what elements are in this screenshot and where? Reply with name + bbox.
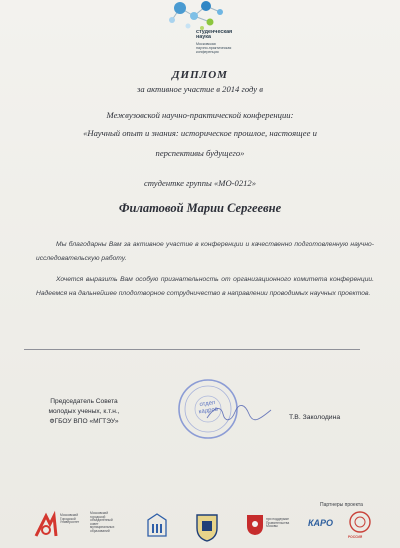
topic-line-1: «Научный опыт и знания: историческое прошлое, настоящее и: [83, 128, 317, 138]
partner-logo-emblem: [146, 512, 168, 540]
conference-logo: [150, 0, 280, 66]
partner-logo-moscow: [246, 512, 308, 542]
partner-5-text: РОССИЯ: [348, 535, 363, 539]
appreciation-paragraph: Хочется выразить Вам особую признательность от организационного комитета конференции. Надеемся на дальнейшее плодотворное сотрудничество в направлении проводимых научных проектов.: [36, 276, 374, 297]
circular-emblem-icon: [348, 510, 372, 534]
partner-logo-university: [32, 510, 88, 544]
signatory-position: Председатель Совета молодых ученых, к.т.н., ФГБОУ ВПО «МГТЭУ»: [48, 398, 120, 425]
logo-subtitle: Московская научно-практическая конференция: [196, 42, 232, 54]
logo-title: студенческая наука: [196, 29, 233, 41]
partner-3-text: при поддержке Правительства Москвы: [266, 517, 290, 529]
building-emblem-icon: [146, 512, 168, 540]
diploma-title: ДИПЛОМ: [172, 69, 228, 81]
partner-4-text: КАРО: [308, 518, 334, 528]
partner-2-text: Московский городской объединённый совет муниципальных образований: [90, 511, 115, 533]
partner-logo-karo: [308, 518, 342, 534]
crest-shield-icon: [194, 512, 220, 542]
divider: [24, 349, 360, 350]
moscow-coat-of-arms-icon: [246, 514, 264, 536]
award-line: за активное участие в 2014 году в: [137, 84, 263, 94]
partner-logo-russia: [346, 510, 376, 544]
signatory-name: Т.В. Заколодина: [289, 414, 341, 421]
partners-label: Партнеры проекта: [320, 502, 363, 508]
partner-1-text: Московский Городской Университет: [60, 513, 80, 525]
topic-line-2: перспективы будущего»: [155, 148, 245, 158]
recipient-name: Филатовой Марии Сергеевне: [118, 201, 282, 215]
conference-line: Межвузовской научно-практической конференции:: [106, 110, 294, 120]
gratitude-paragraph: Мы благодарны Вам за активное участие в конференции и качественно подготовленную научно-исследовательскую работу.: [36, 241, 374, 262]
stamp-text: отдел кадров: [198, 399, 219, 416]
partner-logo-council: [90, 510, 138, 544]
handwritten-signature: [205, 402, 275, 424]
student-group-line: студентке группы «МО-0212»: [143, 178, 257, 188]
partner-logo-shield: [194, 512, 220, 542]
